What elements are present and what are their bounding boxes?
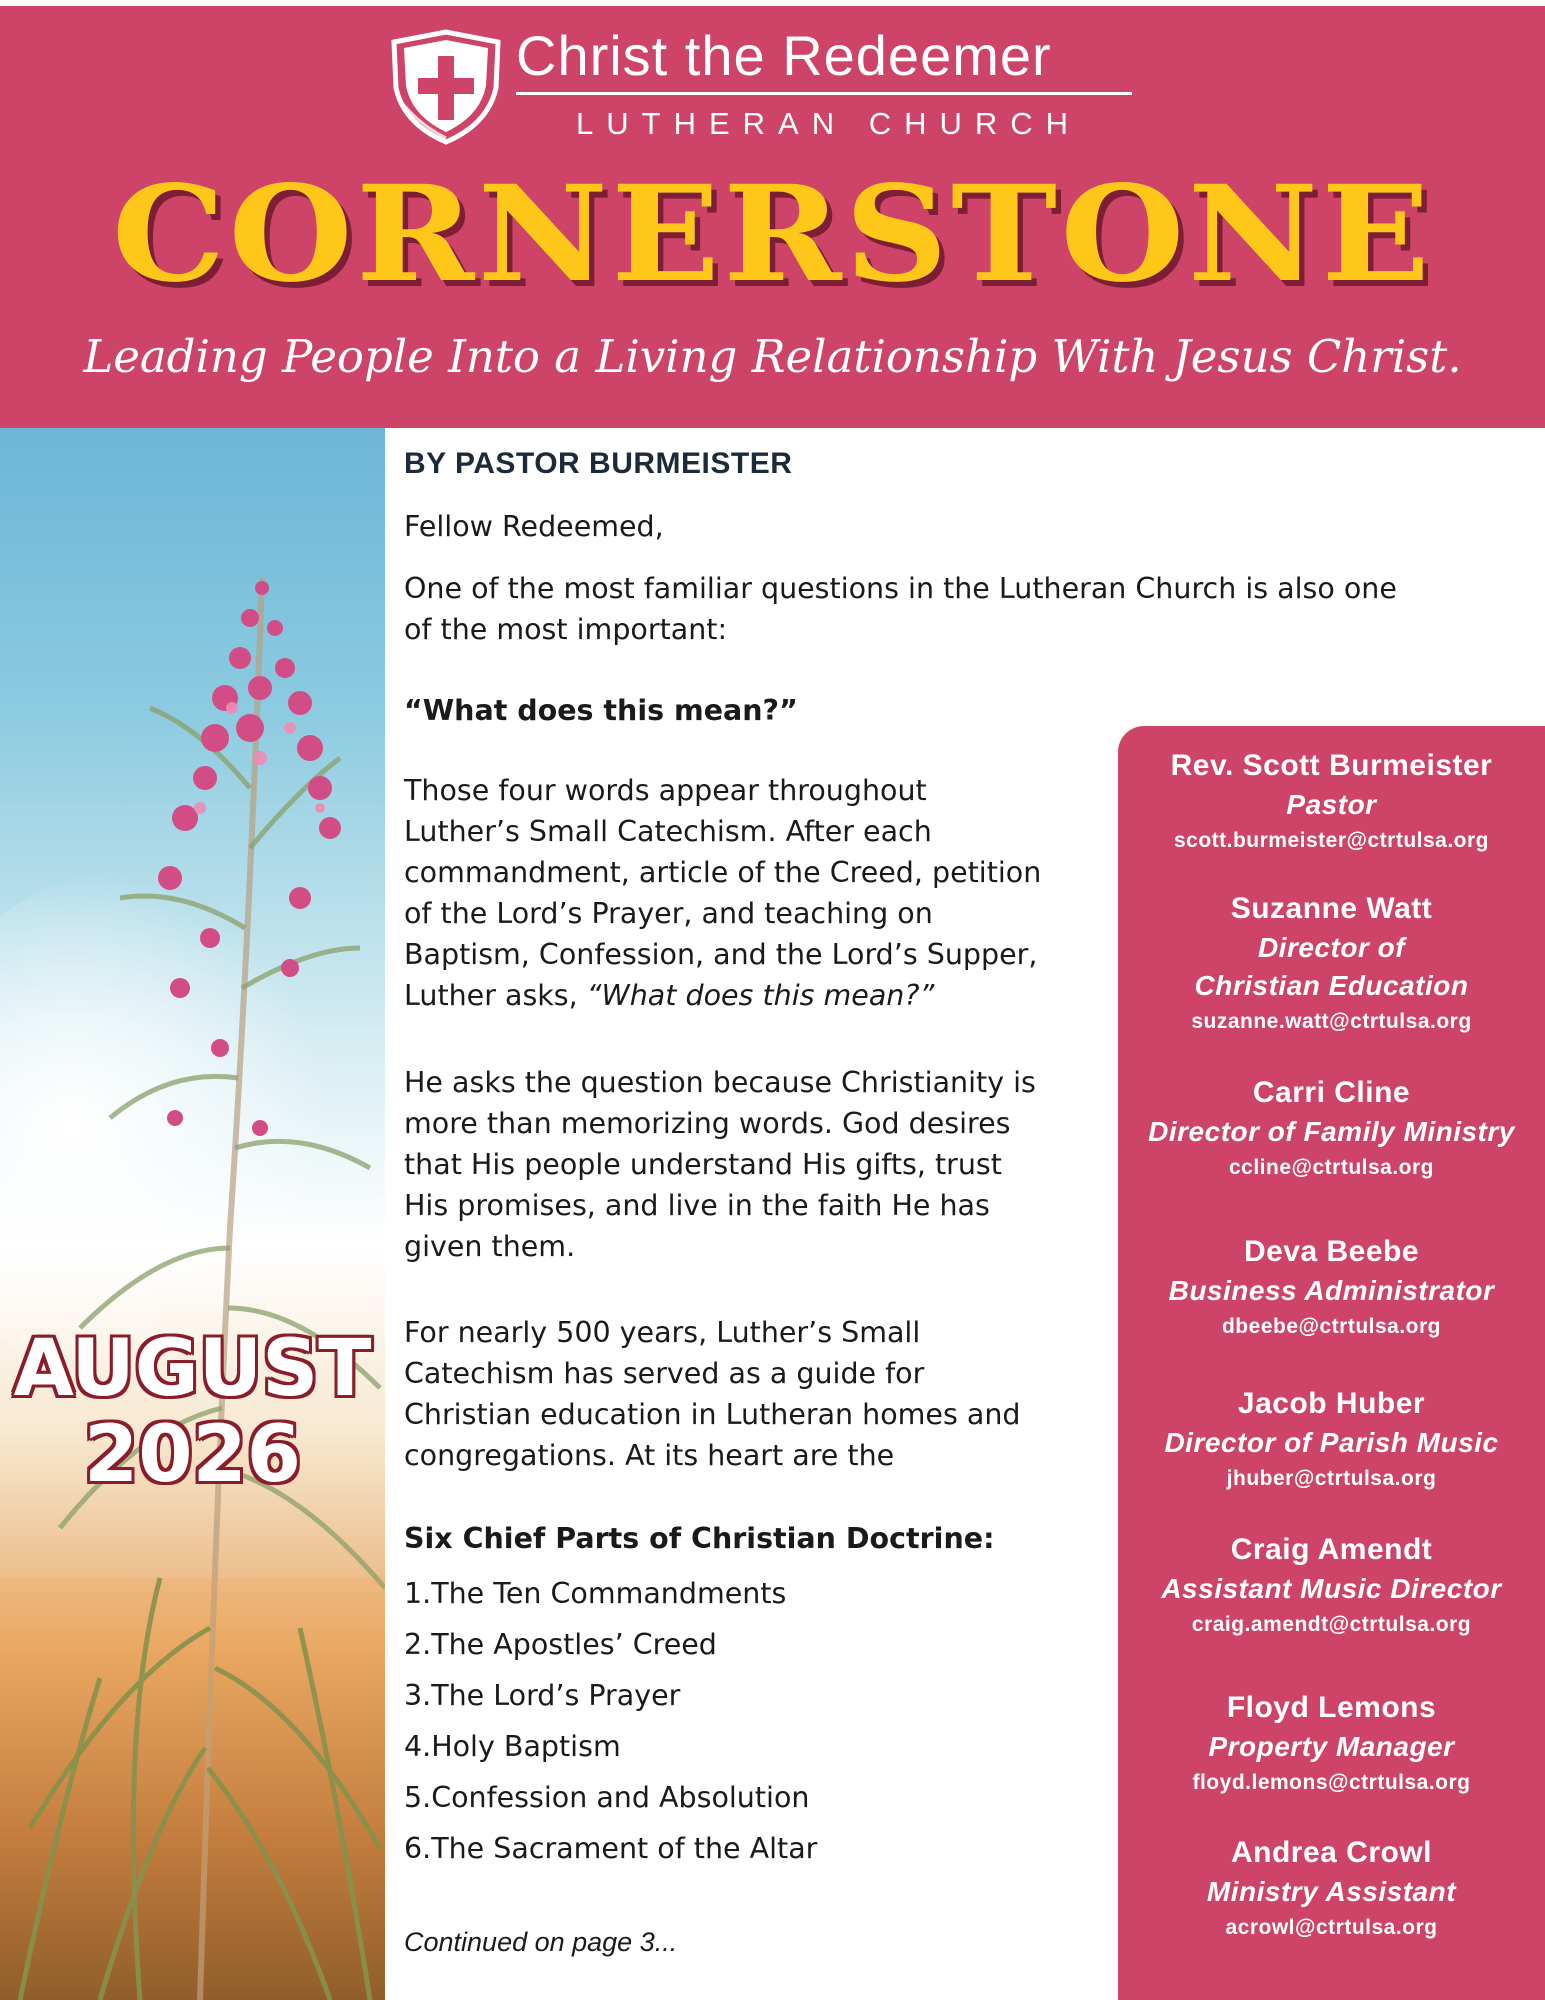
staff-name: Floyd Lemons: [1226, 1691, 1437, 1724]
continued-note: Continued on page 3...: [404, 1927, 678, 1957]
staff-role: Pastor: [1286, 789, 1377, 820]
staff-name: Rev. Scott Burmeister: [1170, 749, 1493, 782]
article-greeting: Fellow Redeemed,: [404, 510, 664, 543]
fireweed-flower-photo: [0, 428, 385, 2000]
staff-entry: [1118, 1530, 1545, 1642]
staff-email-link[interactable]: ccline@ctrtulsa.org: [1228, 1156, 1435, 1179]
text-line: of the most important:: [404, 613, 728, 646]
staff-role: Director of Parish Music: [1164, 1427, 1499, 1458]
text-line: Luther asks,: [404, 979, 587, 1012]
staff-email-link[interactable]: floyd.lemons@ctrtulsa.org: [1192, 1771, 1471, 1794]
staff-name: Suzanne Watt: [1230, 892, 1433, 925]
text-line: of the Lord’s Prayer, and teaching on: [404, 897, 933, 930]
quoted-question: “What does this mean?”: [586, 979, 935, 1012]
staff-directory: [1118, 726, 1545, 2000]
text-line: commandment, article of the Creed, petition: [404, 856, 1042, 889]
staff-entry: [1118, 1073, 1545, 1185]
staff-email-link[interactable]: jhuber@ctrtulsa.org: [1226, 1467, 1437, 1490]
top-border: [0, 0, 1545, 6]
staff-email-link[interactable]: suzanne.watt@ctrtulsa.org: [1191, 1010, 1472, 1033]
staff-role: Ministry Assistant: [1206, 1876, 1457, 1907]
list-item: 1.The Ten Commandments: [404, 1577, 787, 1610]
text-line: Christian education in Lutheran homes and: [404, 1398, 1021, 1431]
list-item: 6.The Sacrament of the Altar: [404, 1832, 818, 1865]
staff-role: Director of: [1257, 932, 1406, 963]
article-question: “What does this mean?”: [404, 694, 798, 727]
staff-name: Deva Beebe: [1243, 1235, 1420, 1268]
staff-name: Andrea Crowl: [1230, 1836, 1433, 1869]
staff-role: Director of Family Ministry: [1148, 1116, 1515, 1147]
staff-role: Property Manager: [1208, 1731, 1455, 1762]
staff-entry: [1118, 1833, 1545, 1945]
text-line: One of the most familiar questions in the Lutheran Church is also one: [404, 572, 1397, 605]
staff-role: Christian Education: [1194, 970, 1469, 1001]
staff-entry: [1118, 746, 1545, 858]
text-line: Luther’s Small Catechism. After each: [404, 815, 932, 848]
list-item: 3.The Lord’s Prayer: [404, 1679, 681, 1712]
church-name: Christ the Redeemer: [516, 24, 1052, 87]
staff-email-link[interactable]: dbeebe@ctrtulsa.org: [1221, 1315, 1442, 1338]
article-paragraph: [404, 1312, 1104, 1476]
issue-year: 2026: [83, 1410, 302, 1500]
tagline: Leading People Into a Living Relationship With Jesus Christ.: [83, 330, 1462, 383]
staff-role: Assistant Music Director: [1161, 1573, 1502, 1604]
staff-email-link[interactable]: scott.burmeister@ctrtulsa.org: [1173, 829, 1490, 852]
masthead-banner: [0, 0, 1545, 428]
text-line: congregations. At its heart are the: [404, 1439, 895, 1472]
list-item: 2.The Apostles’ Creed: [404, 1628, 717, 1661]
church-name-divider: [516, 92, 1132, 95]
staff-email-link[interactable]: craig.amendt@ctrtulsa.org: [1191, 1613, 1472, 1636]
article-paragraph: [404, 770, 1104, 1016]
flower-illustration: [0, 428, 385, 2000]
text-line: more than memorizing words. God desires: [404, 1107, 1011, 1140]
staff-email-link[interactable]: acrowl@ctrtulsa.org: [1225, 1916, 1438, 1939]
staff-name: Jacob Huber: [1237, 1387, 1426, 1420]
article-paragraph: [404, 568, 1504, 650]
text-line: He asks the question because Christianity is: [404, 1066, 1036, 1099]
issue-month: AUGUST: [13, 1324, 372, 1414]
text-line: Catechism has served as a guide for: [404, 1357, 925, 1390]
staff-name: Craig Amendt: [1230, 1533, 1433, 1566]
article-byline: BY PASTOR BURMEISTER: [404, 447, 793, 480]
staff-entry: [1118, 1232, 1545, 1344]
text-line: Those four words appear throughout: [404, 774, 927, 807]
staff-entry: [1118, 1688, 1545, 1800]
staff-entry: [1118, 889, 1545, 1039]
text-line: His promises, and live in the faith He has: [404, 1189, 990, 1222]
church-subtitle: LUTHERAN CHURCH: [576, 106, 1082, 141]
staff-name: Carri Cline: [1252, 1076, 1411, 1109]
text-line: that His people understand His gifts, trust: [404, 1148, 1002, 1181]
list-item: 5.Confession and Absolution: [404, 1781, 810, 1814]
staff-role: Business Administrator: [1168, 1275, 1495, 1306]
doctrine-list-heading: Six Chief Parts of Christian Doctrine:: [404, 1522, 995, 1555]
article-paragraph: [404, 1062, 1104, 1267]
doctrine-list: [404, 1568, 817, 1874]
shield-cross-icon: [388, 28, 504, 146]
text-line: For nearly 500 years, Luther’s Small: [404, 1316, 921, 1349]
text-line: Baptism, Confession, and the Lord’s Supper,: [404, 938, 1038, 971]
staff-entry: [1118, 1384, 1545, 1496]
list-item: 4.Holy Baptism: [404, 1730, 621, 1763]
text-line: given them.: [404, 1230, 576, 1263]
newsletter-title: CORNERSTONE: [111, 157, 1434, 312]
